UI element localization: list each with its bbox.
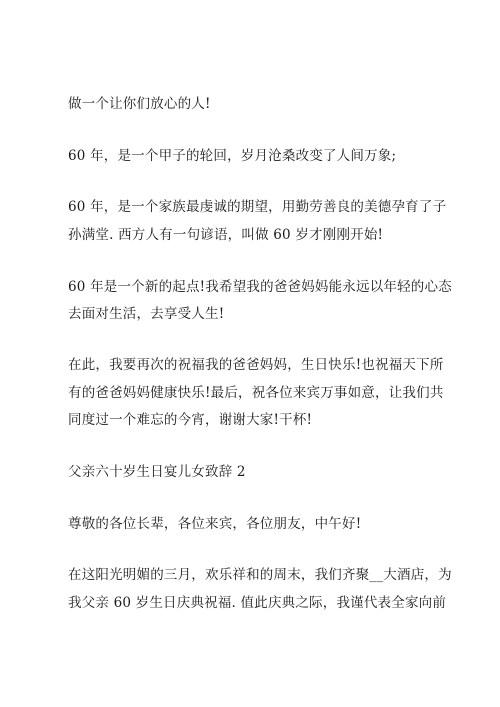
paragraph-1-line-1: 做一个让你们放心的人!: [68, 96, 211, 112]
paragraph-4-line-2: 去面对生活，去享受人生!: [68, 306, 225, 322]
paragraph-5-line-3: 同度过一个难忘的今宵，谢谢大家!干杯!: [68, 412, 313, 428]
paragraph-2-line-1: 60 年，是一个甲子的轮回，岁月沧桑改变了人间万象;: [68, 148, 397, 164]
section-heading: 父亲六十岁生日宴儿女致辞 2: [68, 464, 246, 480]
paragraph-3-line-2: 孙满堂. 西方人有一句谚语，叫做 60 岁才刚刚开始!: [68, 227, 384, 243]
paragraph-5-line-2: 有的爸爸妈妈健康快乐!最后，祝各位来宾万事如意，让我们共: [68, 385, 444, 401]
paragraph-8-line-1: 在这阳光明媚的三月，欢乐祥和的周末，我们齐聚__大酒店，为: [68, 567, 452, 583]
paragraph-4-line-1: 60 年是一个新的起点!我希望我的爸爸妈妈能永远以年轻的心态: [68, 279, 452, 295]
paragraph-7-line-1: 尊敬的各位长辈，各位来宾，各位朋友，中午好!: [68, 516, 362, 532]
paragraph-8-line-2: 我父亲 60 岁生日庆典祝福. 值此庆典之际，我谨代表全家向前: [68, 595, 447, 611]
paragraph-3-line-1: 60 年，是一个家族最虔诚的期望，用勤劳善良的美德孕育了子: [68, 199, 447, 215]
paragraph-5-line-1: 在此，我要再次的祝福我的爸爸妈妈，生日快乐!也祝福天下所: [68, 357, 444, 373]
